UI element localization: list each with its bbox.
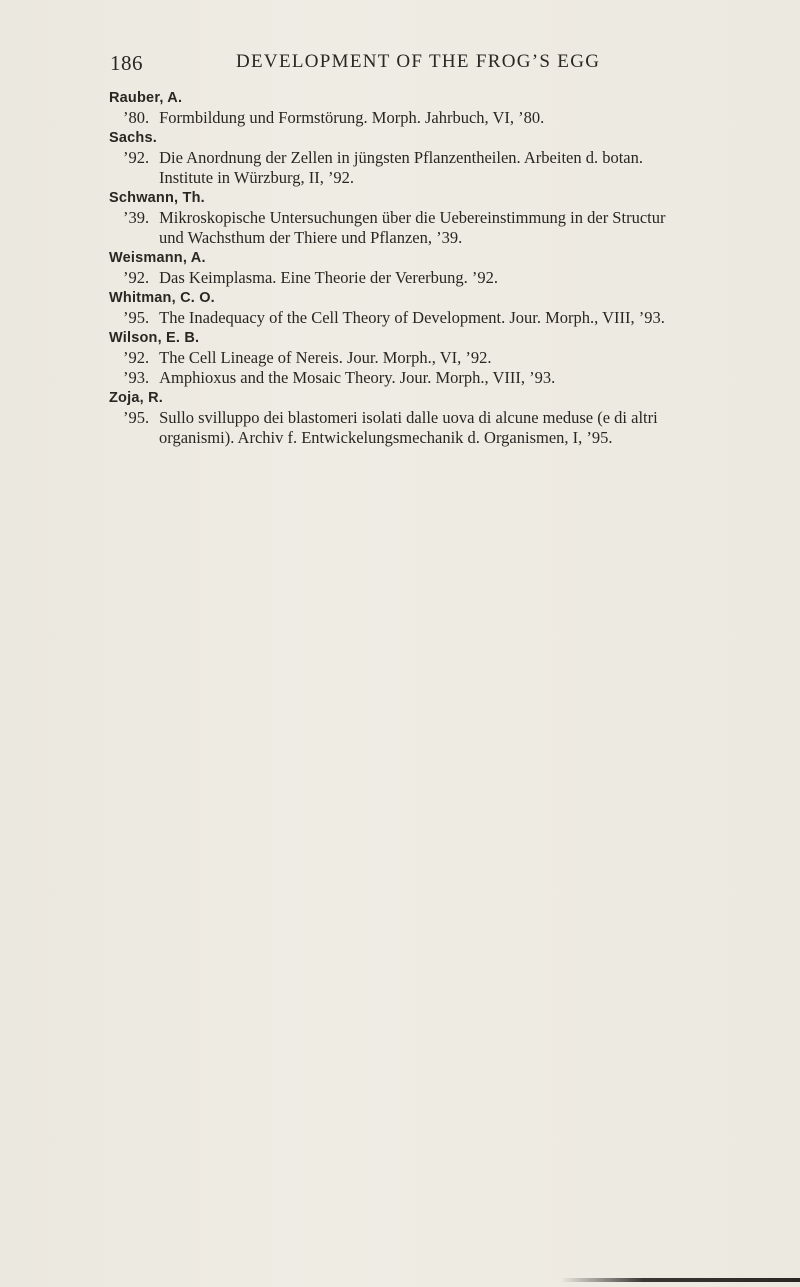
reference-citation: Amphioxus and the Mosaic Theory. Jour. Morph., VIII, ’93.	[159, 368, 556, 387]
reference-citation: Sullo svilluppo dei blastomeri isolati dalle uova di alcune meduse (e di altri organismi). Archiv f. Entwickelungsmechanik d. Organismen, I, ’95.	[159, 408, 658, 447]
running-head	[110, 51, 670, 79]
reference-entry	[109, 148, 689, 188]
reference-citation: Formbildung und Formstörung. Morph. Jahrbuch, VI, ’80.	[159, 108, 545, 127]
reference-author: Wilson, E. B.	[109, 330, 200, 346]
page-edge-shadow	[560, 1278, 800, 1282]
reference-year: ’92.	[123, 148, 150, 167]
reference-year: ’95.	[123, 408, 150, 427]
reference-year: ’93.	[123, 368, 150, 387]
reference-list	[109, 88, 689, 448]
reference-entry	[109, 208, 689, 248]
reference-entry	[109, 268, 689, 288]
reference-entry	[109, 408, 689, 448]
reference-author: Schwann, Th.	[109, 190, 205, 206]
reference-year: ’92.	[123, 268, 150, 287]
reference-year: ’92.	[123, 348, 150, 367]
reference-author: Weismann, A.	[109, 250, 206, 266]
running-title: DEVELOPMENT OF THE FROG’S EGG	[236, 51, 601, 72]
reference-author: Rauber, A.	[109, 90, 183, 106]
reference-year: ’39.	[123, 208, 150, 227]
reference-citation: The Cell Lineage of Nereis. Jour. Morph., VI, ’92.	[159, 348, 492, 367]
reference-year: ’95.	[123, 308, 150, 327]
page-number: 186	[110, 51, 143, 75]
reference-author: Zoja, R.	[109, 390, 163, 406]
reference-year: ’80.	[123, 108, 150, 127]
reference-citation: Mikroskopische Untersuchungen über die Uebereinstimmung in der Structur und Wachsthum der Thiere und Pflanzen, ’39.	[159, 208, 666, 247]
reference-entry	[109, 348, 689, 368]
reference-citation: Die Anordnung der Zellen in jüngsten Pflanzentheilen. Arbeiten d. botan. Institute in Würzburg, II, ’92.	[159, 148, 644, 187]
reference-author: Sachs.	[109, 130, 157, 146]
reference-author: Whitman, C. O.	[109, 290, 215, 306]
reference-entry	[109, 308, 689, 328]
reference-citation: The Inadequacy of the Cell Theory of Development. Jour. Morph., VIII, ’93.	[159, 308, 665, 327]
reference-entry	[109, 108, 689, 128]
reference-entry	[109, 368, 689, 388]
reference-citation: Das Keimplasma. Eine Theorie der Vererbung. ’92.	[159, 268, 499, 287]
